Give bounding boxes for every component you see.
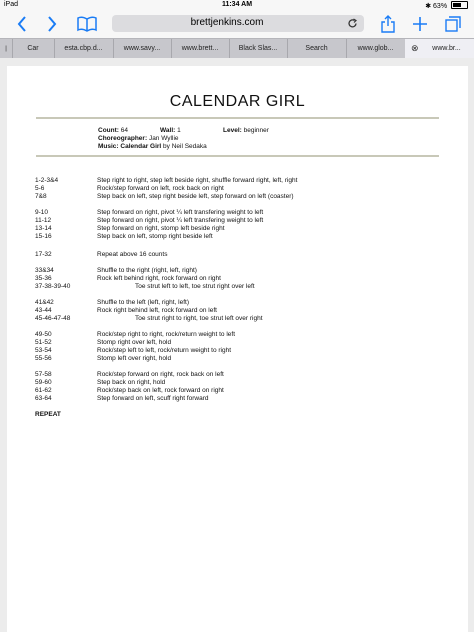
step-description: Step forward on right, stomp left beside right bbox=[97, 225, 225, 232]
step-description: Stomp left over right, hold bbox=[97, 355, 172, 362]
step-count: 11-12 bbox=[35, 217, 52, 224]
reload-icon[interactable] bbox=[347, 18, 358, 29]
forward-button[interactable] bbox=[42, 14, 62, 34]
step-count: 59-60 bbox=[35, 379, 52, 386]
count-info: Count: 64 bbox=[98, 127, 128, 134]
step-count: 1-2-3&4 bbox=[35, 177, 59, 184]
step-description: Toe strut right to right, toe strut left over right bbox=[135, 315, 263, 322]
step-description: Toe strut left to left, toe strut right over left bbox=[135, 283, 255, 290]
step-description: Stomp right over left, hold bbox=[97, 339, 172, 346]
step-description: Step back on right, hold bbox=[97, 379, 166, 386]
step-count: 35-36 bbox=[35, 275, 52, 282]
step-count: 55-56 bbox=[35, 355, 52, 362]
step-description: Rock left behind right, rock forward on right bbox=[97, 275, 221, 282]
step-count: 45-46-47-48 bbox=[35, 315, 71, 322]
tab-4[interactable]: Black Slas... bbox=[229, 39, 288, 58]
step-count: 41&42 bbox=[35, 299, 54, 306]
step-count: 57-58 bbox=[35, 371, 52, 378]
document-page bbox=[7, 66, 468, 632]
step-description: Rock/step forward on left, rock back on right bbox=[97, 185, 224, 192]
step-description: Step back on left, step right beside left, step forward on left (coaster) bbox=[97, 193, 294, 200]
share-icon bbox=[381, 15, 395, 33]
step-count: 7&8 bbox=[35, 193, 47, 200]
step-count: 61-62 bbox=[35, 387, 52, 394]
step-count: 9-10 bbox=[35, 209, 49, 216]
bookmarks-button[interactable] bbox=[76, 14, 98, 34]
step-description: Rock/step forward on right, rock back on left bbox=[97, 371, 224, 378]
status-time: 11:34 AM bbox=[221, 1, 253, 8]
tab-5[interactable]: Search bbox=[287, 39, 347, 58]
step-count: 53-54 bbox=[35, 347, 52, 354]
share-button[interactable] bbox=[378, 14, 398, 34]
status-right bbox=[425, 1, 468, 10]
level-info: Level: beginner bbox=[223, 127, 269, 134]
step-count: 63-64 bbox=[35, 395, 52, 402]
step-description: Step forward on left, scuff right forward bbox=[97, 395, 209, 402]
tab-2[interactable]: www.savy... bbox=[113, 39, 172, 58]
step-count: 33&34 bbox=[35, 267, 54, 274]
step-count: 51-52 bbox=[35, 339, 52, 346]
tab-3[interactable]: www.brett... bbox=[171, 39, 230, 58]
book-icon bbox=[77, 16, 97, 32]
step-description: Shuffle to the left (left, right, left) bbox=[97, 299, 190, 306]
tab-0[interactable]: Car bbox=[12, 39, 55, 58]
chevron-left-icon bbox=[17, 16, 27, 32]
tab-7-active[interactable]: ⊗ www.br... bbox=[405, 39, 474, 58]
step-count: 17-32 bbox=[35, 251, 52, 258]
device-label: iPad bbox=[4, 1, 19, 8]
status-bar bbox=[0, 0, 474, 10]
step-count: 5-6 bbox=[35, 185, 45, 192]
new-tab-button[interactable] bbox=[410, 14, 430, 34]
repeat-label: REPEAT bbox=[35, 411, 61, 418]
tab-6[interactable]: www.glob... bbox=[346, 39, 406, 58]
choreographer-info: Choreographer: Jan Wyllie bbox=[98, 135, 179, 142]
browser-toolbar bbox=[0, 10, 474, 38]
tabs-icon bbox=[445, 16, 461, 32]
step-description: Rock right behind left, rock forward on left bbox=[97, 307, 217, 314]
tabs-button[interactable] bbox=[442, 14, 464, 34]
battery-fill bbox=[453, 3, 461, 7]
step-description: Rock/step right to right, rock/return weight to left bbox=[97, 331, 236, 338]
bottom-divider bbox=[36, 155, 439, 157]
close-tab-icon[interactable]: ⊗ bbox=[411, 43, 419, 53]
step-count: 43-44 bbox=[35, 307, 52, 314]
bluetooth-icon: ✱ bbox=[425, 3, 432, 10]
address-bar[interactable] bbox=[112, 15, 364, 32]
plus-icon bbox=[412, 16, 428, 32]
tab-partial[interactable]: | bbox=[0, 39, 13, 58]
tab-1[interactable]: esta.cbp.d... bbox=[54, 39, 114, 58]
step-description: Step forward on right, pivot ¼ left transfering weight to left bbox=[97, 217, 264, 224]
step-description: Step right to right, step left beside right, shuffle forward right, left, right bbox=[97, 177, 298, 184]
step-count: 13-14 bbox=[35, 225, 52, 232]
step-description: Rock/step left to left, rock/return weight to right bbox=[97, 347, 232, 354]
back-button[interactable] bbox=[12, 14, 32, 34]
step-description: Repeat above 16 counts bbox=[97, 251, 168, 258]
step-description: Shuffle to the right (right, left, right) bbox=[97, 267, 197, 274]
step-description: Rock/step back on left, rock forward on right bbox=[97, 387, 224, 394]
step-count: 37-38-39-40 bbox=[35, 283, 71, 290]
page-title: CALENDAR GIRL bbox=[169, 93, 306, 110]
top-divider bbox=[36, 117, 439, 119]
wall-info: Wall: 1 bbox=[160, 127, 181, 134]
battery-percent: 63% bbox=[433, 3, 448, 10]
tab-bar bbox=[0, 38, 474, 58]
chevron-right-icon bbox=[47, 16, 57, 32]
music-info: Music: Calendar Girl by Neil Sedaka bbox=[98, 143, 207, 150]
url-text: brettjenkins.com bbox=[190, 17, 264, 28]
step-description: Step back on left, stomp right beside left bbox=[97, 233, 213, 240]
step-description: Step forward on right, pivot ¼ left transfering weight to left bbox=[97, 209, 264, 216]
step-count: 49-50 bbox=[35, 331, 52, 338]
step-count: 15-16 bbox=[35, 233, 52, 240]
battery-icon bbox=[451, 1, 468, 9]
